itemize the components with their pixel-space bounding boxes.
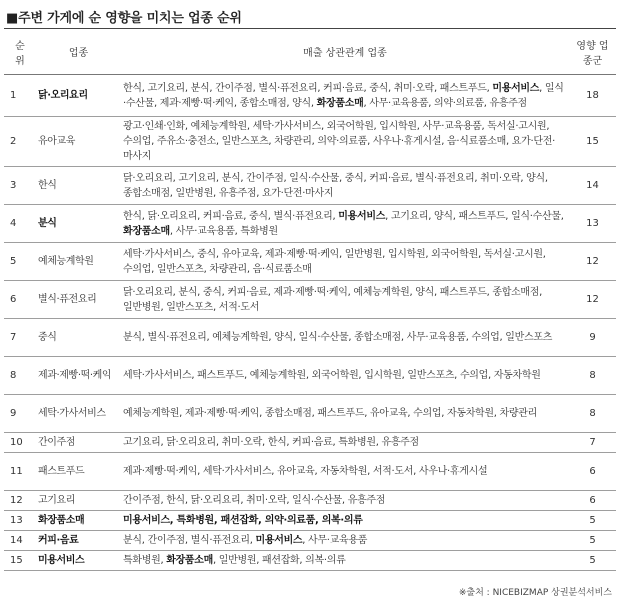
related-industry-highlight: 화장품소매 bbox=[166, 555, 214, 566]
related-industries-cell bbox=[121, 357, 569, 395]
industry-cell: 화장품소매 bbox=[38, 515, 85, 526]
related-industry-highlight: 화장품소매 bbox=[316, 97, 364, 109]
related-industry-text: 예체능계학원, 제과·제빵·떡·케익, 종합소매점, 패스트푸드, 유아교육, 수의업, 자동차학원, 차량관리 bbox=[123, 408, 537, 419]
related-industry-text: 분식, 별식·퓨전요리, 예체능계학원, 양식, 일식·수산물, 종합소매점, 사무·교육용품, 수의업, 일반스포츠 bbox=[123, 332, 553, 343]
related-industries-cell bbox=[121, 75, 569, 117]
related-industry-text: 한식, 고기요리, 분식, 간이주점, 별식·퓨전요리, 커피·음료, 중식, 취미·오락, 패스트푸드, bbox=[123, 82, 493, 94]
related-industry-text: 세탁·가사서비스, 패스트푸드, 예체능계학원, 외국어학원, 입시학원, 일반스포츠, 수의업, 자동차학원 bbox=[123, 370, 541, 381]
rank-cell: 3 bbox=[10, 180, 17, 191]
related-industry-text: , 고기요리, 양식, 패스트푸드, 일식·수산물, bbox=[385, 210, 564, 222]
industry-cell: 중식 bbox=[38, 332, 57, 343]
table-row bbox=[4, 433, 616, 453]
count-cell: 5 bbox=[589, 515, 596, 526]
related-industry-text: 간이주점, 한식, 닭·오리요리, 취미·오락, 일식·수산물, 유흥주점 bbox=[123, 495, 386, 506]
rank-cell: 11 bbox=[10, 466, 23, 477]
related-industry-highlight: 미용서비스 bbox=[492, 82, 540, 94]
table-row bbox=[4, 117, 616, 167]
industry-cell: 분식 bbox=[38, 218, 57, 229]
rank-cell: 13 bbox=[10, 515, 23, 526]
count-cell: 8 bbox=[589, 408, 596, 419]
related-industry-text: 닭·오리요리, 분식, 중식, 커피·음료, 제과·제빵·떡·케익, 예체능계학원, 양식, 패스트푸드, 종합소매점, 일반병원, 일반스포츠, 서적·도서 bbox=[123, 286, 543, 313]
related-industry-highlight: 미용서비스 bbox=[255, 535, 303, 546]
related-industries-cell bbox=[121, 433, 569, 453]
table-row bbox=[4, 281, 616, 319]
industry-cell: 예체능계학원 bbox=[38, 256, 94, 267]
rank-cell: 9 bbox=[10, 408, 17, 419]
table-header-row bbox=[4, 29, 616, 75]
header-related: 매출 상관관계 업종 bbox=[303, 48, 387, 59]
related-industries-cell bbox=[121, 243, 569, 281]
industry-cell: 유아교육 bbox=[38, 136, 76, 147]
table-row bbox=[4, 167, 616, 205]
count-cell: 18 bbox=[586, 90, 599, 101]
industry-cell: 간이주점 bbox=[38, 437, 76, 448]
industry-cell: 패스트푸드 bbox=[38, 466, 85, 477]
ranking-table bbox=[4, 28, 616, 571]
industry-cell: 닭·오리요리 bbox=[38, 90, 88, 101]
rank-cell: 6 bbox=[10, 294, 17, 305]
count-cell: 9 bbox=[589, 332, 596, 343]
rank-cell: 1 bbox=[10, 90, 17, 101]
related-industry-text: 제과·제빵·떡·케익, 세탁·가사서비스, 유아교육, 자동차학원, 서적·도서, 사우나·휴게시설 bbox=[123, 466, 488, 477]
count-cell: 13 bbox=[586, 218, 599, 229]
table-row bbox=[4, 511, 616, 531]
table-row bbox=[4, 357, 616, 395]
industry-cell: 커피·음료 bbox=[38, 535, 79, 546]
rank-cell: 15 bbox=[10, 555, 23, 566]
related-industries-cell bbox=[121, 281, 569, 319]
industry-cell: 세탁·가사서비스 bbox=[38, 408, 106, 419]
header-industry: 업종 bbox=[68, 48, 89, 59]
rank-cell: 8 bbox=[10, 370, 17, 381]
related-industry-highlight: 미용서비스 bbox=[338, 210, 386, 222]
header-count: 영향 업종군 bbox=[576, 40, 609, 67]
table-row bbox=[4, 531, 616, 551]
rank-cell: 12 bbox=[10, 495, 23, 506]
rank-cell: 2 bbox=[10, 136, 17, 147]
industry-cell: 한식 bbox=[38, 180, 57, 191]
related-industries-cell bbox=[121, 117, 569, 167]
table-row bbox=[4, 551, 616, 571]
count-cell: 12 bbox=[586, 256, 599, 267]
related-industry-text: 특화병원, bbox=[123, 555, 167, 566]
related-industries-cell bbox=[121, 205, 569, 243]
related-industry-text: , 일식·수산물, 제과·제빵·떡·케익, 종합소매점, 양식, bbox=[123, 82, 564, 109]
related-industry-text: 한식, 닭·오리요리, 커피·음료, 중식, 별식·퓨전요리, bbox=[123, 210, 339, 222]
related-industries-cell bbox=[121, 319, 569, 357]
count-cell: 5 bbox=[589, 555, 596, 566]
related-industry-text: , 사무·교육용품, 특화병원 bbox=[169, 225, 278, 237]
related-industry-highlight: 화장품소매 bbox=[123, 225, 170, 237]
related-industry-text: 광고·인쇄·인화, 예체능계학원, 세탁·가사서비스, 외국어학원, 입시학원, 사무·교육용품, 독서실·고시원, 수의업, 주유소·충전소, 일반스포츠, 차량관리, 의약·의료품, 사우나·휴게시설, 음·식료품소매, 요가·단전·마사지 bbox=[123, 121, 555, 162]
related-industries-cell bbox=[121, 395, 569, 433]
page-title: ■주변 가게에 순 영향을 미치는 업종 순위 bbox=[6, 11, 242, 26]
industry-cell: 제과·제빵·떡·케익 bbox=[38, 370, 112, 381]
table-row bbox=[4, 75, 616, 117]
count-cell: 12 bbox=[586, 294, 599, 305]
count-cell: 6 bbox=[589, 466, 596, 477]
table-row bbox=[4, 491, 616, 511]
table-row bbox=[4, 243, 616, 281]
related-industry-text: 분식, 간이주점, 별식·퓨전요리, bbox=[123, 535, 256, 546]
related-industries-cell bbox=[121, 453, 569, 491]
related-industry-text: 닭·오리요리, 고기요리, 분식, 간이주점, 일식·수산물, 중식, 커피·음료, 별식·퓨전요리, 취미·오락, 양식, 종합소매점, 일반병원, 유흥주점, 요가·단전·마사지 bbox=[123, 172, 548, 199]
rank-cell: 4 bbox=[10, 218, 17, 229]
related-industries-cell bbox=[121, 551, 569, 571]
count-cell: 5 bbox=[589, 535, 596, 546]
count-cell: 14 bbox=[586, 180, 599, 191]
table-row bbox=[4, 453, 616, 491]
related-industries-cell bbox=[121, 531, 569, 551]
count-cell: 7 bbox=[589, 437, 596, 448]
table-row bbox=[4, 319, 616, 357]
related-industries-cell bbox=[121, 511, 569, 531]
related-industries-cell bbox=[121, 491, 569, 511]
industry-cell: 고기요리 bbox=[38, 495, 76, 506]
count-cell: 6 bbox=[589, 495, 596, 506]
count-cell: 15 bbox=[586, 136, 599, 147]
industry-cell: 미용서비스 bbox=[38, 555, 85, 566]
industry-cell: 별식·퓨전요리 bbox=[38, 294, 97, 305]
source-note: ※출처 : NICEBIZMAP 상권분석서비스 bbox=[458, 588, 612, 598]
related-industry-text: 고기요리, 닭·오리요리, 취미·오락, 한식, 커피·음료, 특화병원, 유흥주점 bbox=[123, 437, 419, 448]
related-industry-text: , 사무·교육용품 bbox=[302, 535, 368, 546]
rank-cell: 10 bbox=[10, 437, 23, 448]
related-industry-text: , 사무·교육용품, 의약·의료품, 유흥주점 bbox=[363, 97, 527, 109]
related-industry-highlight: 미용서비스, 특화병원, 패션잡화, 의약·의료품, 의복·의류 bbox=[123, 515, 363, 526]
related-industry-text: , 일반병원, 패션잡화, 의복·의류 bbox=[213, 555, 346, 566]
related-industry-text: 세탁·가사서비스, 중식, 유아교육, 제과·제빵·떡·케익, 일반병원, 입시학원, 외국어학원, 독서실·고시원, 수의업, 일반스포츠, 차량관리, 음·식료품소매 bbox=[123, 248, 546, 275]
table-body bbox=[4, 75, 616, 571]
related-industries-cell bbox=[121, 167, 569, 205]
table-row bbox=[4, 205, 616, 243]
table-row bbox=[4, 395, 616, 433]
rank-cell: 5 bbox=[10, 256, 17, 267]
rank-cell: 7 bbox=[10, 332, 17, 343]
header-rank: 순위 bbox=[15, 40, 25, 67]
rank-cell: 14 bbox=[10, 535, 23, 546]
count-cell: 8 bbox=[589, 370, 596, 381]
